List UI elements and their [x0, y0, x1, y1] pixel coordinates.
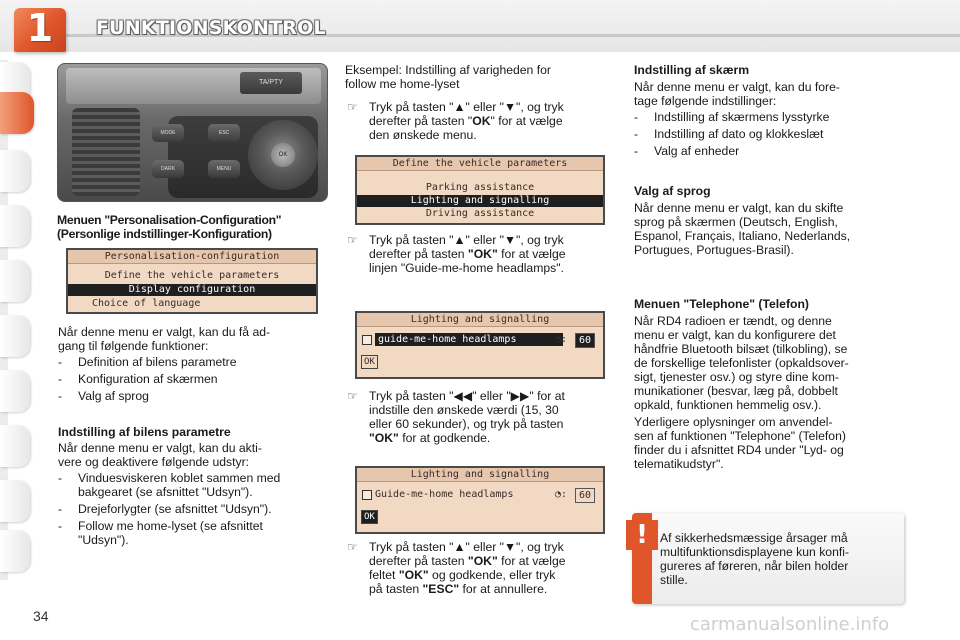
language-text-line: Når denne menu er valgt, kan du skifte: [634, 201, 844, 215]
sub-text-line2: vere og deaktivere følgende udstyr:: [58, 455, 250, 469]
radio-console-photo: [57, 63, 328, 202]
chapter-number: 1: [26, 6, 54, 50]
language-text-line: sprog på skærmen (Deutsch, English,: [634, 215, 838, 229]
side-tab-4[interactable]: [0, 205, 30, 247]
clock-icon: ◔:: [555, 334, 568, 345]
step3-line3: eller 60 sekunder), og tryk på tasten: [369, 417, 564, 431]
watermark: carmanualsonline.info: [690, 614, 890, 635]
duration-value: 60: [575, 488, 595, 503]
step1-line1: Tryk på tasten "▲" eller "▼", og tryk: [369, 100, 564, 114]
list-item: - Konfiguration af skærmen: [58, 372, 218, 386]
side-tab-8[interactable]: [0, 425, 30, 467]
telephone-text-line: sigt, tjenester osv.) og styre dine kom-: [634, 370, 840, 384]
list-item: - Vinduesviskeren koblet sammen med bakgearet (se afsnittet "Udsyn").: [58, 471, 281, 499]
sub-text-line1: Når denne menu er valgt, kan du akti-: [58, 441, 262, 455]
screen-lighting-select: [355, 311, 605, 379]
screen-lighting-confirm: [355, 466, 605, 534]
screen-title: Lighting and signalling: [357, 313, 603, 327]
language-text-line: Portugues, Portugues-Brasil).: [634, 243, 794, 257]
warning-text-line: stille.: [660, 573, 688, 587]
page-number: 34: [33, 608, 49, 624]
intro-line1: Når denne menu er valgt, kan du få ad-: [58, 325, 271, 339]
step4-line4: på tasten "ESC" for at annullere.: [369, 582, 548, 596]
list-item: - Indstilling af dato og klokkeslæt: [634, 127, 824, 141]
more-info-line: Yderligere oplysninger om anvendel-: [634, 415, 833, 429]
subsection-heading: Indstilling af bilens parametre: [58, 425, 231, 439]
more-info-line: finder du i afsnittet RD4 under "Lyd- og: [634, 443, 844, 457]
menu-button: MENU: [208, 160, 240, 178]
screen-title: Define the vehicle parameters: [357, 157, 603, 171]
hand-pointer-icon: ☞: [347, 389, 358, 403]
telephone-text-line: munikationer (besvar, læg på, dobbelt: [634, 384, 838, 398]
intro-line2: gang til følgende funktioner:: [58, 339, 209, 353]
step4-line1: Tryk på tasten "▲" eller "▼", og tryk: [369, 540, 564, 554]
telephone-text-line: håndfrie Bluetooth bilsæt (tilkobling), se: [634, 342, 848, 356]
list-item: - Indstilling af skærmens lysstyrke: [634, 110, 830, 124]
checkbox-icon: [362, 490, 372, 500]
display-text-line2: tage følgende indstillinger:: [634, 94, 777, 108]
section-heading-line2: (Personlige indstillinger-Konfiguration): [57, 227, 272, 241]
screen-ok-box: OK: [361, 355, 378, 369]
dark-button: DARK: [152, 160, 184, 178]
side-tab-7[interactable]: [0, 370, 30, 412]
warning-icon: !: [626, 520, 658, 550]
side-tab-active[interactable]: [0, 92, 34, 134]
step1-line3: den ønskede menu.: [369, 128, 477, 142]
screen-title: Lighting and signalling: [357, 468, 603, 482]
screen-personalisation: [66, 248, 318, 314]
step3-line4: "OK" for at godkende.: [369, 431, 491, 445]
step2-line3: linjen "Guide-me-home headlamps".: [369, 261, 564, 275]
mode-button: MODE: [152, 124, 184, 142]
side-tab-5[interactable]: [0, 260, 30, 302]
more-info-line: telematikudstyr".: [634, 457, 724, 471]
screen-row-selected: Lighting and signalling: [357, 195, 603, 207]
list-item: - Follow me home-lyset (se afsnittet "Udsyn").: [58, 519, 263, 547]
example-line2: follow me home-lyset: [345, 77, 460, 91]
side-tab-6[interactable]: [0, 315, 30, 357]
ta-pty-button: TA/PTY: [240, 72, 302, 94]
step3-line2: indstille den ønskede værdi (15, 30: [369, 403, 559, 417]
step1-line2: derefter på tasten "OK" for at vælge: [369, 114, 563, 128]
step4-line2: derefter på tasten "OK" for at vælge: [369, 554, 566, 568]
screen-ok-box-selected: OK: [361, 510, 378, 524]
heading-display-settings: Indstilling af skærm: [634, 63, 750, 77]
list-item: - Valg af enheder: [634, 144, 740, 158]
heading-language: Valg af sprog: [634, 184, 711, 198]
step2-line2: derefter på tasten "OK" for at vælge: [369, 247, 566, 261]
list-item: - Drejeforlygter (se afsnittet "Udsyn").: [58, 502, 272, 516]
section-heading-line1: Menuen "Personalisation-Configuration": [57, 213, 282, 227]
language-text-line: Espanol, Français, Italiano, Nederlands,: [634, 229, 851, 243]
hand-pointer-icon: ☞: [347, 540, 358, 554]
screen-vehicle-parameters: [355, 155, 605, 225]
screen-row: Guide-me-home headlamps: [375, 489, 514, 500]
clock-icon: ◔:: [555, 489, 568, 500]
telephone-text-line: Når RD4 radioen er tændt, og denne: [634, 314, 832, 328]
console-vent: [72, 108, 140, 196]
list-item: - Valg af sprog: [58, 389, 149, 403]
hand-pointer-icon: ☞: [347, 233, 358, 247]
warning-text-line: gureres af føreren, når bilen holder: [660, 559, 849, 573]
display-text-line1: Når denne menu er valgt, kan du fore-: [634, 80, 840, 94]
step3-line1: Tryk på tasten "◀◀" eller "▶▶" for at: [369, 389, 565, 403]
side-tab-3[interactable]: [0, 150, 30, 192]
more-info-line: sen af funktionen "Telephone" (Telefon): [634, 429, 846, 443]
side-tab-9[interactable]: [0, 480, 30, 522]
screen-row-selected: guide-me-home headlamps: [375, 333, 563, 346]
page-title: FUNKTIONSKONTROL: [96, 17, 326, 39]
ok-button: OK: [271, 143, 295, 167]
heading-telephone: Menuen "Telephone" (Telefon): [634, 297, 809, 311]
hand-pointer-icon: ☞: [347, 100, 358, 114]
duration-value: 60: [575, 333, 595, 348]
telephone-text-line: opkald, funktionen hemmelig osv.).: [634, 398, 822, 412]
warning-text-line: multifunktionsdisplayene kun konfi-: [660, 545, 850, 559]
screen-row: Define the vehicle parameters: [104, 270, 280, 281]
screen-row-selected: Display configuration: [68, 284, 316, 296]
example-line1: Eksempel: Indstilling af varigheden for: [345, 63, 551, 77]
screen-row: Driving assistance: [425, 208, 535, 219]
list-item: - Definition af bilens parametre: [58, 355, 237, 369]
screen-row: Parking assistance: [425, 182, 535, 193]
telephone-text-line: menu er valgt, kan du konfigurere det: [634, 328, 836, 342]
screen-row: Choice of language: [92, 298, 201, 309]
warning-text-line: Af sikkerhedsmæssige årsager må: [660, 531, 848, 545]
side-tab-10[interactable]: [0, 530, 30, 572]
screen-title: Personalisation-configuration: [68, 250, 316, 264]
step2-line1: Tryk på tasten "▲" eller "▼", og tryk: [369, 233, 564, 247]
telephone-text-line: de forskellige telefonlister (opkaldsover-: [634, 356, 849, 370]
esc-button: ESC: [208, 124, 240, 142]
checkbox-icon: [362, 335, 372, 345]
step4-line3: feltet "OK" og godkende, eller tryk: [369, 568, 556, 582]
